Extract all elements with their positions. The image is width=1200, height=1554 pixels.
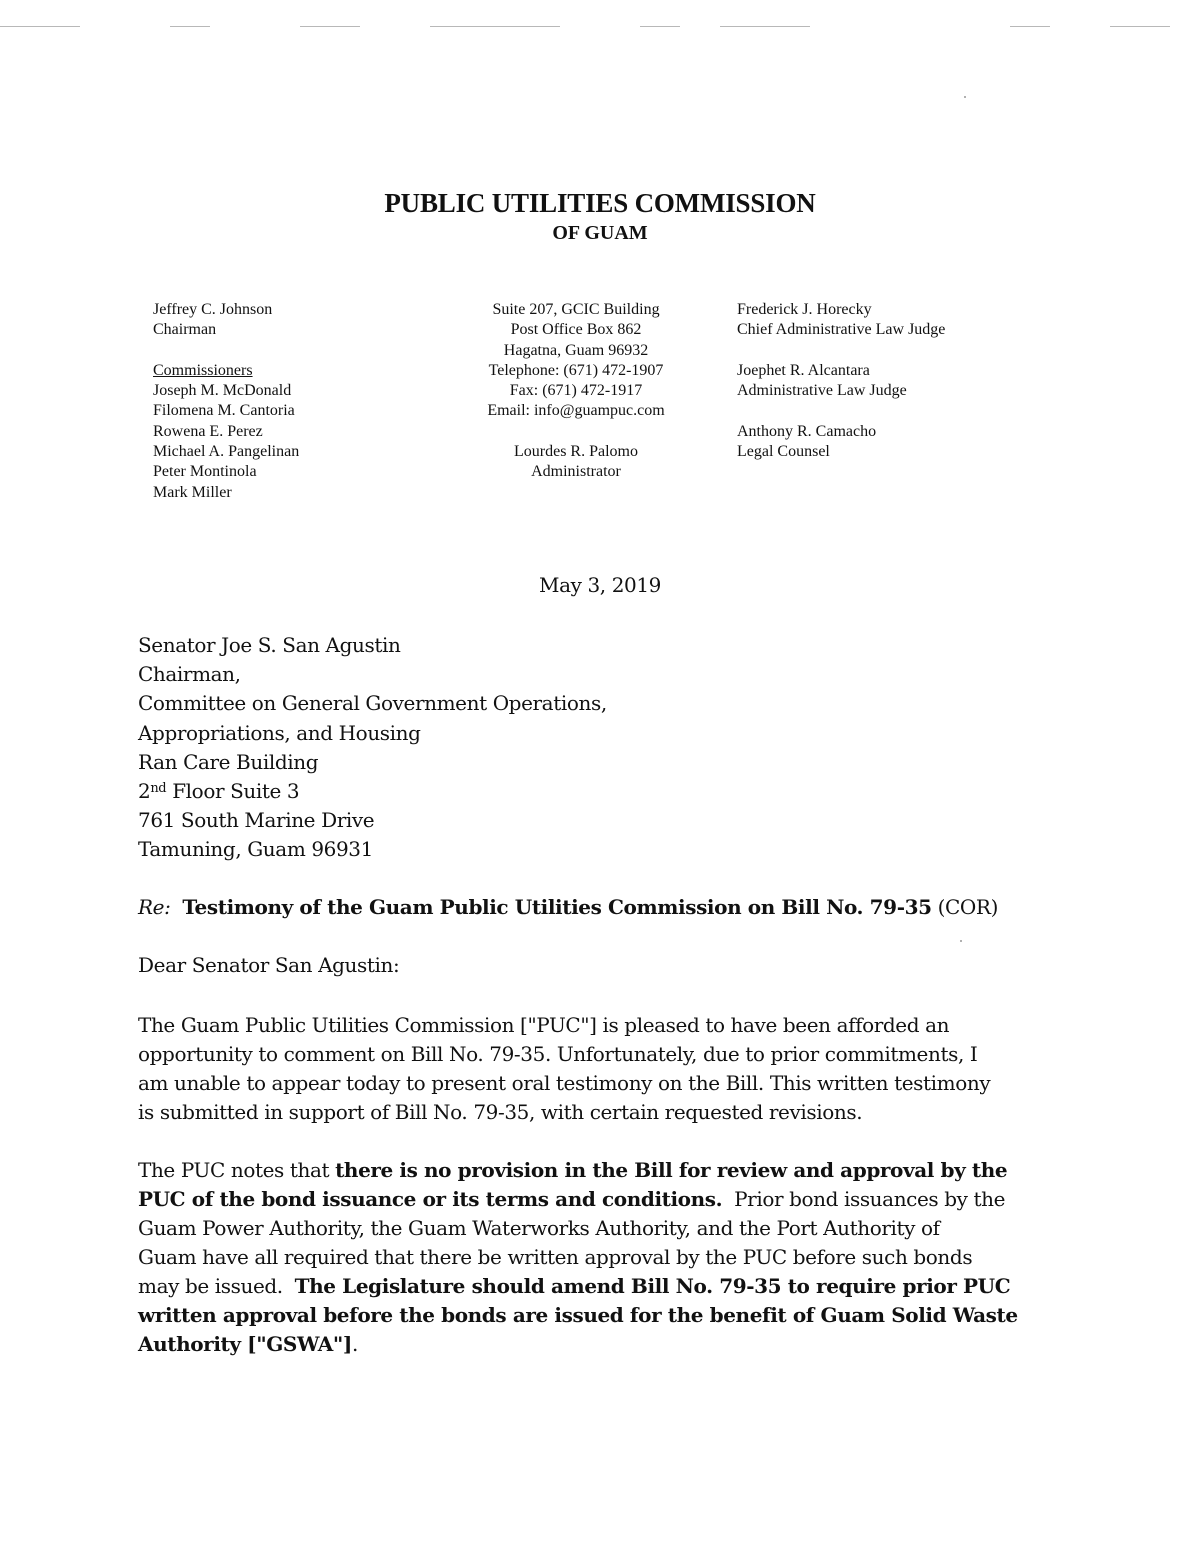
paragraph-line: The Guam Public Utilities Commission ["PUC"] is pleased to have been afforded an [138,1013,950,1037]
paragraph-line: opportunity to comment on Bill No. 79-35. Unfortunately, due to prior commitments, I [138,1042,978,1066]
chairman-name: Jeffrey C. Johnson [153,301,273,318]
paragraph-line [138,1301,1078,1330]
letterhead-left-column [153,300,299,503]
bold-text: PUC of the bond issuance or its terms and conditions. [138,1187,723,1211]
paragraph-line [138,1156,1078,1185]
commissioner-name: Mark Miller [153,483,232,501]
recipient-line: Appropriations, and Housing [138,720,421,745]
bold-text: Authority ["GSWA"] [138,1332,352,1356]
recipient-line: 761 South Marine Drive [138,808,375,833]
bold-text: there is no provision in the Bill for review and approval by the [335,1158,1008,1182]
address-line: Suite 207, GCIC Building [492,301,660,318]
re-subject: Testimony of the Guam Public Utilities Commission on Bill No. 79-35 [182,895,932,919]
plain-text: . [351,1332,358,1356]
bold-text: written approval before the bonds are issued for the benefit of Guam Solid Waste [138,1303,1018,1327]
letterhead-subtitle: OF GUAM [552,222,648,244]
scan-speck [964,96,966,98]
floor-rest: Floor Suite 3 [172,779,300,804]
administrator-name: Lourdes R. Palomo [514,443,638,461]
letterhead-right-column [737,300,945,462]
staff-title: Chief Administrative Law Judge [737,321,946,339]
commissioner-name: Joseph M. McDonald [153,382,292,400]
letter-date: May 3, 2019 [539,573,661,597]
email: Email: info@guampuc.com [487,402,665,420]
commissioner-name: Michael A. Pangelinan [153,443,300,461]
staff-name: Frederick J. Horecky [737,301,872,318]
paragraph-line: am unable to appear today to present oral testimony on the Bill. This written testimony [138,1071,991,1095]
paragraph-line [138,1185,1078,1214]
telephone: Telephone: (671) 472-1907 [488,361,664,379]
recipient-line: Tamuning, Guam 96931 [138,837,373,862]
staff-title: Administrative Law Judge [737,382,907,400]
plain-text: Prior bond issuances by the [722,1187,1006,1211]
subject-line [138,895,998,919]
bold-text: The Legislature should amend Bill No. 79-35 to require prior PUC [294,1274,1011,1298]
commissioners-heading: Commissioners [153,361,253,379]
letterhead-middle-column [470,300,682,483]
plain-text: The PUC notes that [138,1158,336,1182]
recipient-line: Ran Care Building [138,749,319,774]
recipient-line: Committee on General Government Operations, [138,691,607,716]
re-label: Re: [138,895,171,919]
staff-name: Joephet R. Alcantara [737,361,870,379]
address-line: Post Office Box 862 [510,321,642,339]
recipient-address [138,631,607,865]
scan-speck [960,940,962,942]
administrator-title: Administrator [531,463,621,481]
floor-number: 2 [138,779,151,804]
scan-artifact-top [0,26,1200,28]
paragraph-line: is submitted in support of Bill No. 79-35, with certain requested revisions. [138,1100,863,1124]
paragraph-line [138,1330,1078,1359]
recipient-line: Chairman, [138,662,241,687]
staff-name: Anthony R. Camacho [737,422,877,440]
commissioner-name: Peter Montinola [153,463,257,481]
fax: Fax: (671) 472-1917 [509,382,643,400]
letterhead-title: PUBLIC UTILITIES COMMISSION [384,188,816,218]
commissioner-name: Rowena E. Perez [153,422,263,440]
floor-suffix: nd [150,781,167,797]
paragraph-line: Guam have all required that there be written approval by the PUC before such bonds [138,1245,973,1269]
paragraph-line: Guam Power Authority, the Guam Waterworks Authority, and the Port Authority of [138,1216,940,1240]
recipient-floor-line [138,777,607,806]
chairman-title: Chairman [153,321,217,339]
commissioner-name: Filomena M. Cantoria [153,402,295,420]
paragraph-2 [138,1156,1078,1359]
recipient-line: Senator Joe S. San Agustin [138,633,401,657]
staff-title: Legal Counsel [737,443,830,461]
salutation: Dear Senator San Agustin: [138,953,400,977]
address-line: Hagatna, Guam 96932 [503,341,649,359]
plain-text: may be issued. [138,1274,295,1298]
paragraph-1 [138,1011,1078,1127]
re-suffix: (COR) [937,895,998,919]
paragraph-line [138,1272,1078,1301]
